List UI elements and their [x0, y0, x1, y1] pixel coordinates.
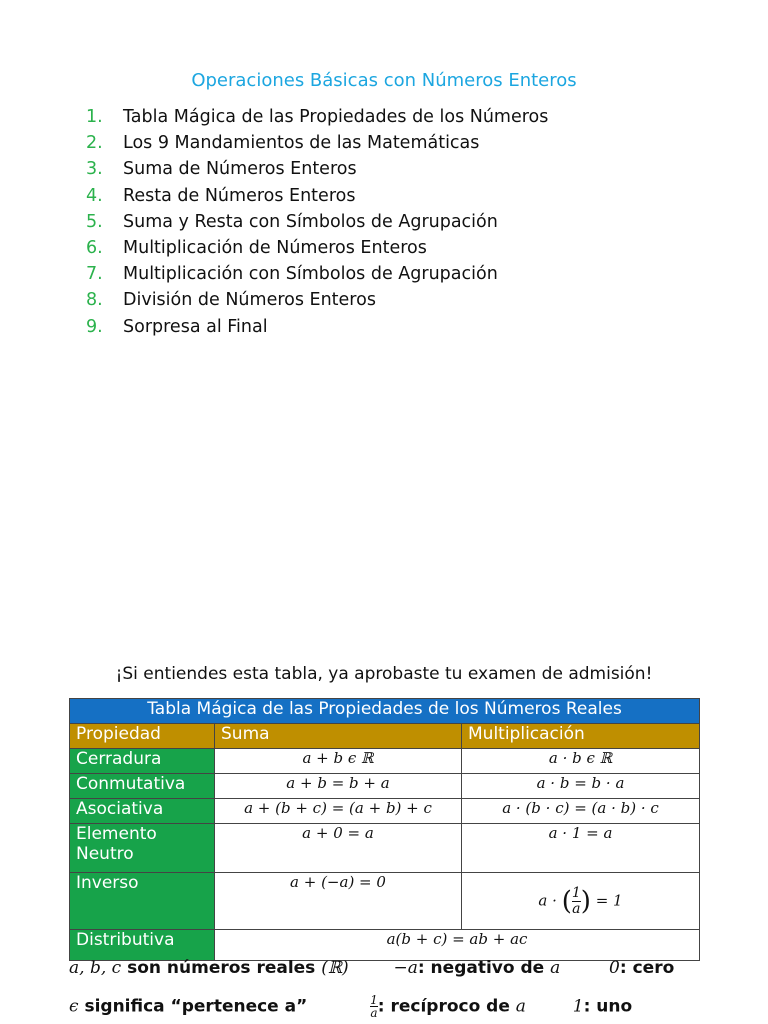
legend-neg-var: a	[550, 958, 561, 978]
label-line-1: Elemento	[76, 824, 157, 844]
legend-in-symbol: ϵ	[69, 996, 79, 1017]
legend-rec-num: 1	[370, 993, 378, 1007]
toc-item	[86, 130, 548, 156]
toc-item	[86, 287, 548, 313]
table-title: Tabla Mágica de las Propiedades de los Números Reales	[70, 699, 700, 724]
left-paren: (	[561, 886, 572, 916]
toc-text: Multiplicación de Números Enteros	[123, 238, 427, 259]
toc-text: Suma de Números Enteros	[123, 159, 357, 180]
cell-conmutativa-suma: a + b = b + a	[215, 774, 462, 799]
toc-text: Suma y Resta con Símbolos de Agrupación	[123, 211, 498, 232]
legend-reciprocal-fraction	[370, 994, 378, 1019]
legend-zero-text: : cero	[619, 958, 675, 978]
cell-neutro-mult: a · 1 = a	[462, 824, 700, 873]
header-multiplicacion: Multiplicación	[462, 724, 700, 749]
toc-number: 4.	[86, 185, 103, 206]
toc-item	[86, 183, 548, 209]
cell-cerradura-mult: a · b ϵ ℝ	[462, 749, 700, 774]
legend-line-2	[69, 994, 632, 1019]
toc-text: División de Números Enteros	[123, 290, 376, 311]
fraction	[572, 886, 581, 917]
cell-asociativa-mult: a · (b · c) = (a · b) · c	[462, 799, 700, 824]
cell-inverso-suma: a + (−a) = 0	[215, 873, 462, 930]
legend-rec-den: a	[370, 1006, 378, 1020]
cell-asociativa-suma: a + (b + c) = (a + b) + c	[215, 799, 462, 824]
toc-number: 7.	[86, 264, 103, 285]
legend-rec-var: a	[515, 996, 526, 1017]
page-title: Operaciones Básicas con Números Enteros	[191, 70, 577, 91]
toc-number: 3.	[86, 159, 103, 180]
toc-text: Multiplicación con Símbolos de Agrupación	[123, 264, 498, 285]
toc-text: Los 9 Mandamientos de las Matemáticas	[123, 133, 480, 154]
row-label-elemento-neutro	[70, 824, 215, 873]
legend-in-text: significa “pertenece a”	[78, 996, 308, 1017]
toc-number: 2.	[86, 133, 103, 154]
toc-item	[86, 156, 548, 182]
table-of-contents	[86, 104, 548, 340]
fraction-den: a	[572, 900, 581, 917]
inverso-eq: = 1	[595, 891, 623, 909]
right-paren: )	[580, 886, 591, 916]
toc-number: 5.	[86, 211, 103, 232]
row-label-asociativa: Asociativa	[70, 799, 215, 824]
toc-number: 1.	[86, 107, 103, 128]
legend-vars: a, b, c	[69, 958, 122, 978]
toc-text: Resta de Números Enteros	[123, 185, 356, 206]
legend-vars-text: son números reales	[121, 958, 322, 978]
toc-item	[86, 314, 548, 340]
toc-item	[86, 235, 548, 261]
properties-table	[69, 698, 700, 961]
header-suma: Suma	[215, 724, 462, 749]
toc-number: 9.	[86, 316, 103, 337]
toc-text: Tabla Mágica de las Propiedades de los Números	[123, 107, 549, 128]
toc-item	[86, 104, 548, 130]
legend-one-text: : uno	[583, 996, 633, 1017]
row-label-inverso: Inverso	[70, 873, 215, 930]
row-label-distributiva: Distributiva	[70, 930, 215, 961]
cell-cerradura-suma: a + b ϵ ℝ	[215, 749, 462, 774]
cell-neutro-suma: a + 0 = a	[215, 824, 462, 873]
tagline: ¡Si entiendes esta tabla, ya aprobaste tu examen de admisión!	[115, 664, 653, 684]
toc-item	[86, 209, 548, 235]
legend-one-symbol: 1	[572, 996, 584, 1017]
toc-text: Sorpresa al Final	[123, 316, 268, 337]
toc-item	[86, 261, 548, 287]
fraction-num: 1	[571, 884, 581, 901]
cell-conmutativa-mult: a · b = b · a	[462, 774, 700, 799]
toc-number: 8.	[86, 290, 103, 311]
legend-line-1	[69, 958, 674, 978]
legend-rec-text: : recíproco de	[377, 996, 516, 1017]
legend-zero-symbol: 0	[609, 958, 620, 978]
cell-inverso-mult	[462, 873, 700, 930]
legend-reals: (ℝ)	[321, 958, 349, 978]
row-label-conmutativa: Conmutativa	[70, 774, 215, 799]
legend-neg-text: : negativo de	[417, 958, 551, 978]
cell-distributiva: a(b + c) = ab + ac	[215, 930, 700, 961]
legend-neg-symbol: −a	[393, 958, 418, 978]
label-line-2: Neutro	[76, 844, 134, 864]
row-label-cerradura: Cerradura	[70, 749, 215, 774]
inverso-a: a ·	[538, 891, 557, 909]
header-propiedad: Propiedad	[70, 724, 215, 749]
toc-number: 6.	[86, 238, 103, 259]
